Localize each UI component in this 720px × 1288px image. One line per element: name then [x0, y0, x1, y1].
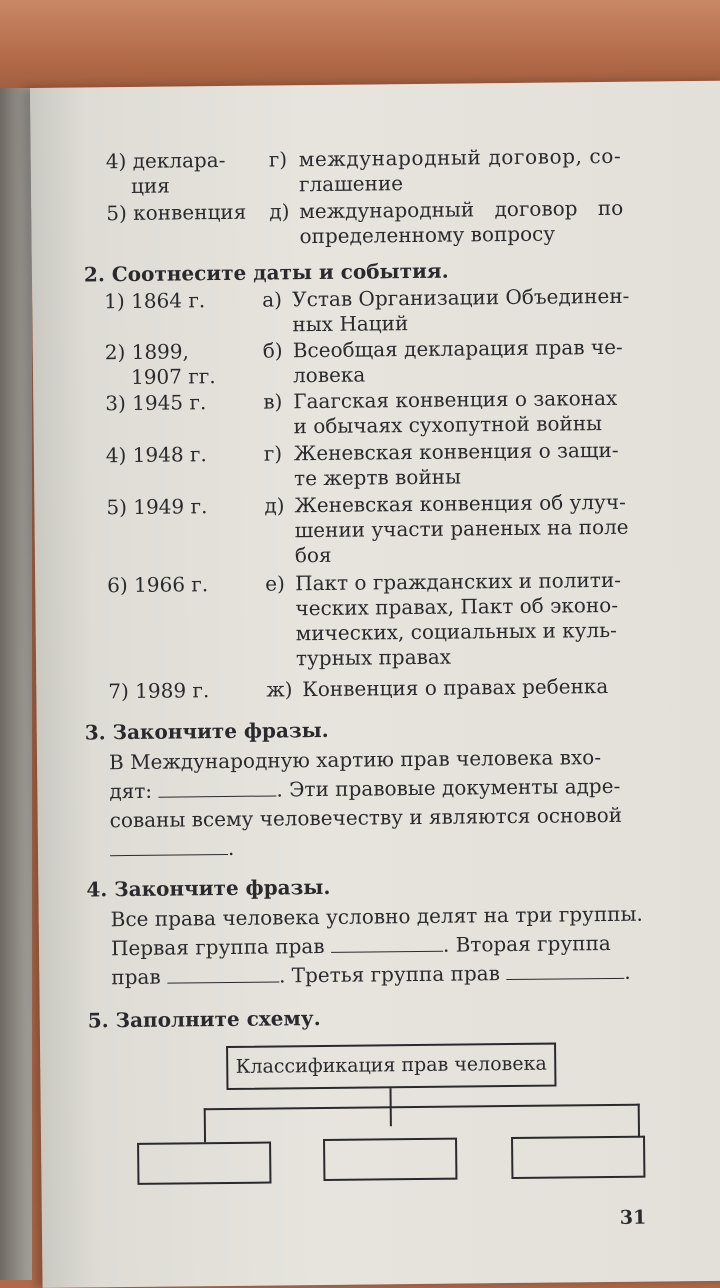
task2-event-a-letter: а) — [262, 287, 283, 312]
task1-row4-left: 4) деклара- — [105, 147, 226, 174]
task1-row4-letter: г) — [268, 147, 288, 172]
task3-title: 3. Закончите фразы. — [84, 717, 329, 745]
task2-event-e-line3: боя — [294, 542, 332, 568]
task4-answer-blank-2[interactable] — [167, 963, 279, 983]
task4-line3-end: . — [624, 959, 631, 984]
task2-event-a-line1: Устав Организации Объединен- — [292, 283, 630, 312]
scheme-title: Классификация прав человека — [235, 1052, 547, 1078]
task2-date-6: 6) 1966 г. — [107, 572, 209, 598]
task2-event-d-line1: Женевская конвенция о защи- — [293, 437, 619, 466]
task3-line1: В Международную хартию прав человека вхо- — [108, 745, 602, 775]
task2-event-f-line3: мических, социальных и куль- — [295, 617, 617, 646]
page-number: 31 — [619, 1206, 647, 1229]
task1-row5-letter: д) — [269, 199, 290, 224]
task2-event-g-letter: ж) — [266, 677, 293, 702]
task2-event-d-line2: те жертв войны — [293, 464, 462, 491]
task1-row5-right: международный договор по — [299, 195, 624, 224]
task4-line2-end: . Вторая группа — [442, 930, 611, 957]
task1-row5-left: 5) конвенция — [106, 199, 247, 226]
task2-event-b-letter: б) — [262, 338, 283, 363]
task4-line3 — [111, 960, 631, 990]
scheme-empty-box-middle[interactable] — [323, 1138, 457, 1181]
book-page — [30, 81, 720, 1288]
task2-date-3: 3) 1945 г. — [105, 390, 207, 416]
task2-date-5: 5) 1949 г. — [106, 494, 208, 520]
task2-event-f-line4: турных правах — [295, 644, 452, 671]
scheme-empty-box-right[interactable] — [511, 1136, 645, 1179]
task3-answer-blank-1[interactable] — [158, 777, 276, 797]
task2-date-2: 2) 1899, — [104, 339, 190, 365]
task3-line2-start: дят: — [109, 778, 153, 804]
task1-row4-right: международный договор, со- — [298, 143, 622, 172]
task2-event-e-line2: шении участи раненых на поле — [294, 514, 629, 543]
task4-title: 4. Закончите фразы. — [86, 874, 331, 902]
task4-line1: Все права человека условно делят на три группы. — [110, 901, 643, 932]
task3-line2-end: . Эти правовые документы адре- — [276, 773, 621, 802]
task3-answer-blank-2[interactable] — [110, 836, 228, 856]
task2-event-f-letter: е) — [265, 571, 285, 596]
task2-event-f-line2: ческих правах, Пакт об эконо- — [295, 592, 619, 621]
task2-event-b-line2: ловека — [292, 362, 366, 388]
task1-row5-right-cont: определенному вопросу — [299, 221, 556, 249]
task3-line2 — [109, 774, 620, 804]
task3-line4 — [110, 836, 235, 862]
task2-event-c-letter: в) — [263, 389, 283, 414]
task1-row4-left-cont: ция — [130, 173, 170, 198]
task1-row4-right-cont: глашение — [298, 171, 404, 197]
task2-event-c-line1: Гаагская конвенция о законах — [293, 385, 618, 414]
task4-answer-blank-1[interactable] — [331, 933, 443, 953]
task2-event-e-line1: Женевская конвенция об улуч- — [294, 489, 626, 518]
scheme-connector-right — [638, 1104, 640, 1138]
task2-event-a-line2: ных Наций — [292, 311, 409, 337]
task2-date-1: 1) 1864 г. — [104, 288, 206, 314]
task2-event-c-line2: и обычаях сухопутной войны — [293, 411, 603, 439]
task2-event-b-line1: Всеобщая декларация прав че- — [292, 334, 623, 363]
task4-line3-mid: . Третья группа прав — [278, 961, 501, 988]
task4-answer-blank-3[interactable] — [506, 960, 624, 980]
task4-line3-start: прав — [111, 964, 161, 990]
task2-title: 2. Соотнесите даты и события. — [83, 258, 449, 287]
task2-date-4: 4) 1948 г. — [105, 442, 207, 468]
task2-date-7: 7) 1989 г. — [108, 678, 210, 704]
task2-date-2-cont: 1907 гг. — [130, 364, 216, 389]
scheme-empty-box-left[interactable] — [137, 1142, 271, 1185]
book-spine-shadow — [0, 88, 32, 1280]
task5-title: 5. Заполните схему. — [87, 1006, 321, 1033]
scheme-connector-horizontal — [204, 1104, 640, 1111]
task2-event-e-letter: д) — [264, 493, 285, 518]
scheme-connector-left — [204, 1108, 206, 1142]
task2-event-f-line1: Пакт о гражданских и полити- — [295, 567, 622, 596]
task3-line4-end: . — [227, 835, 235, 860]
task4-line2-start: Первая группа прав — [110, 933, 325, 961]
task3-line3: сованы всему человечеству и являются основой — [109, 802, 623, 833]
task2-event-d-letter: г) — [263, 441, 283, 466]
task2-event-g-line1: Конвенция о правах ребенка — [302, 673, 609, 702]
task4-line2 — [111, 931, 611, 961]
